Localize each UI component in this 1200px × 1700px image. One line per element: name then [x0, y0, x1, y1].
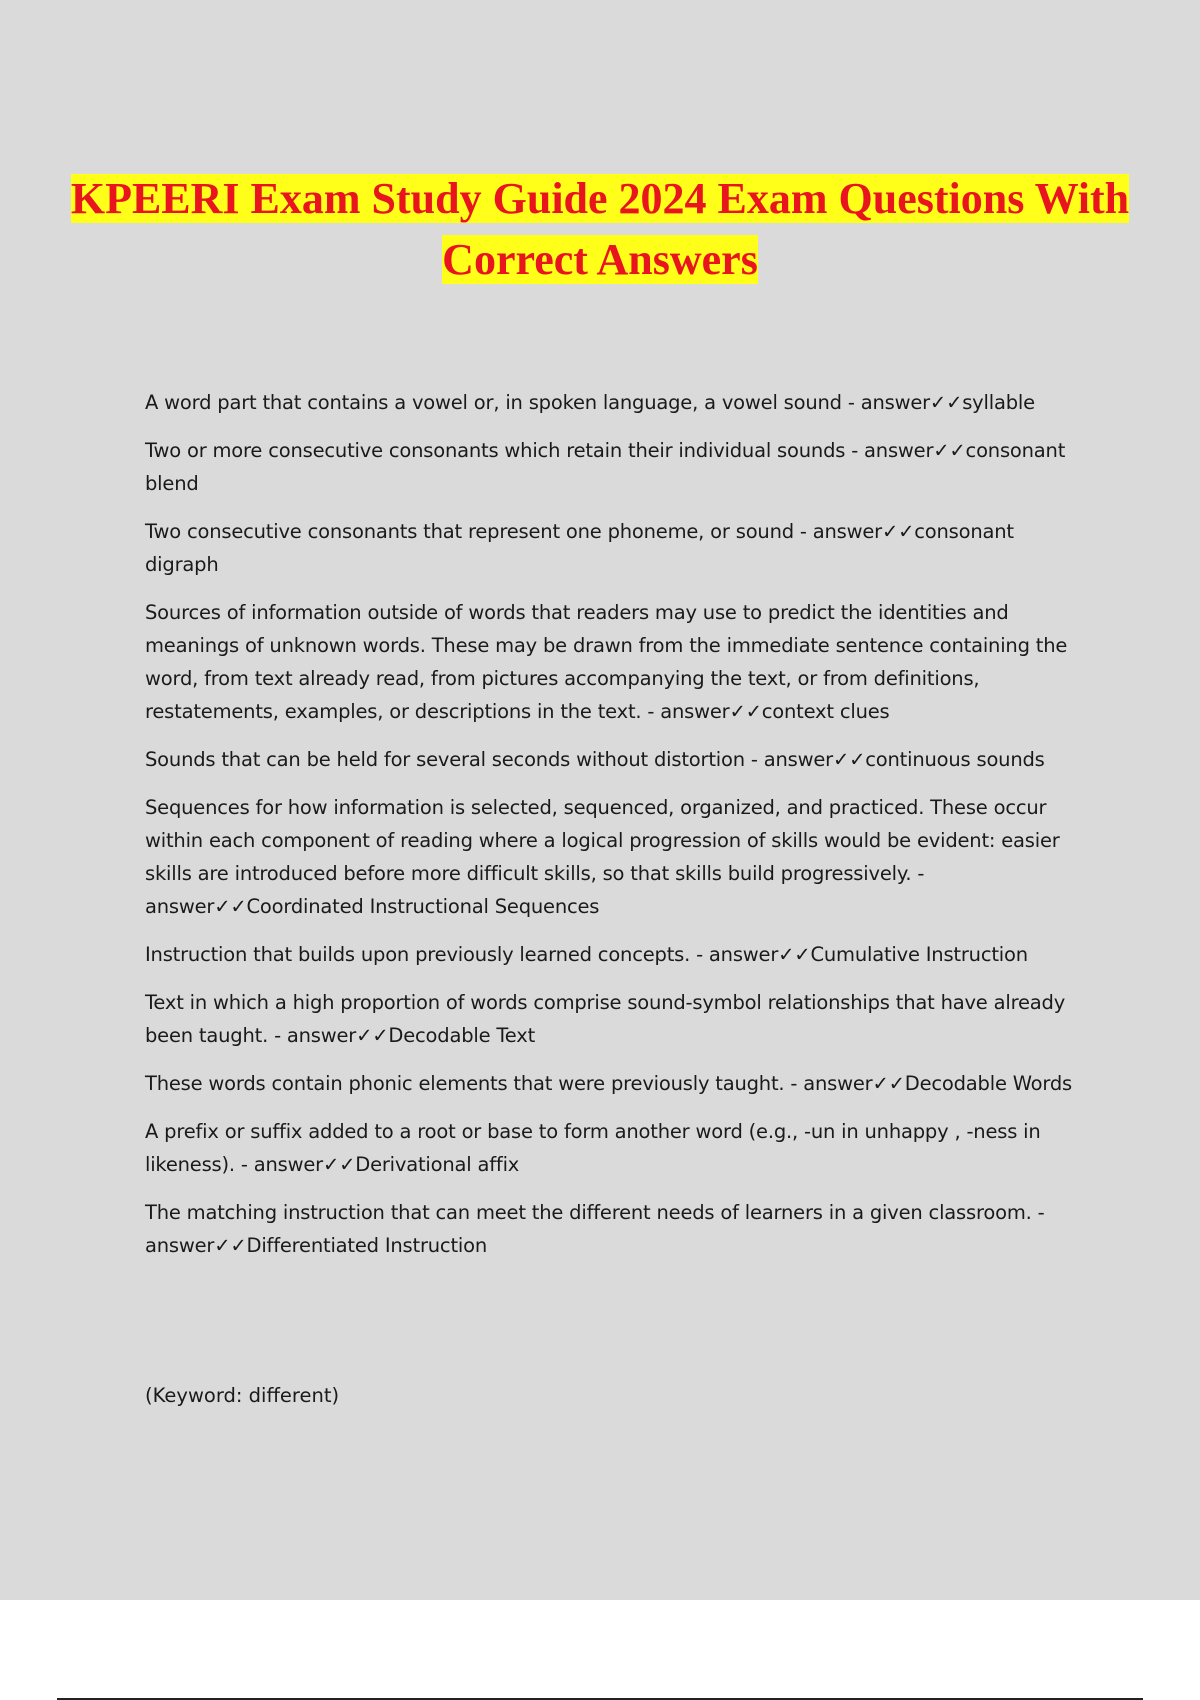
flashcard-entry: A prefix or suffix added to a root or base to form another word (e.g., -un in unhappy , -ness in likeness). - answer✓✓Derivational affix	[145, 1120, 1041, 1176]
flashcard-entry: Two or more consecutive consonants which retain their individual sounds - answer✓✓consonant blend	[145, 439, 1066, 495]
keyword-note: (Keyword: different)	[145, 1384, 340, 1407]
flashcard-entry: These words contain phonic elements that were previously taught. - answer✓✓Decodable Words	[145, 1072, 1073, 1095]
flashcard-entry: Sources of information outside of words that readers may use to predict the identities and meanings of unknown words. These may be drawn from the immediate sentence containing the word, from text already read, from pictures accompanying the text, or from definitions, restatements, examples, or descriptions in the text. - answer✓✓context clues	[145, 601, 1068, 723]
flashcard-entry: The matching instruction that can meet the different needs of learners in a given classroom. - answer✓✓Differentiated Instruction	[145, 1201, 1045, 1257]
page-title	[0, 168, 1200, 290]
flashcard-entry: Sounds that can be held for several seconds without distortion - answer✓✓continuous sounds	[145, 748, 1045, 771]
flashcard-entry: Two consecutive consonants that represent one phoneme, or sound - answer✓✓consonant digraph	[145, 520, 1014, 576]
flashcard-list	[145, 386, 1090, 1277]
flashcard-entry: A word part that contains a vowel or, in spoken language, a vowel sound - answer✓✓syllable	[145, 391, 1035, 414]
title-text: KPEERI Exam Study Guide 2024 Exam Questions With Correct Answers	[70, 174, 1130, 284]
flashcard-entry: Text in which a high proportion of words comprise sound-symbol relationships that have already been taught. - answer✓✓Decodable Text	[145, 991, 1066, 1047]
flashcard-entry: Sequences for how information is selected, sequenced, organized, and practiced. These occur within each component of reading where a logical progression of skills would be evident: easier skills are introduced before more difficult skills, so that skills build progressively. - answer✓✓Coordinated Instructional Sequences	[145, 796, 1060, 918]
flashcard-entry: Instruction that builds upon previously learned concepts. - answer✓✓Cumulative Instruction	[145, 943, 1028, 966]
